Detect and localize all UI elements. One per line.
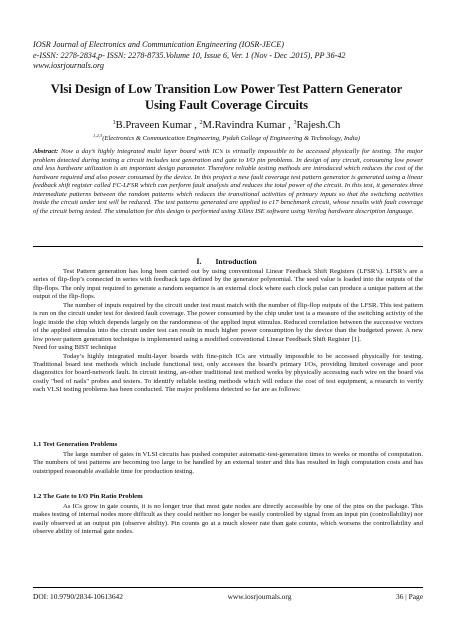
author-2-sup: 2: [199, 120, 203, 126]
abstract-divider: [33, 246, 423, 247]
footer-divider: [33, 587, 423, 588]
author-1: B.Praveen Kumar ,: [115, 120, 200, 131]
author-3-sup: 3: [293, 120, 297, 126]
abstract: [33, 148, 423, 216]
subsection-1-2-paragraph: As ICs grow in gate counts, it is no longer true that most gate nodes are directly accessible by one of the pins on the package. This makes testing of internal nodes more difficult as they could neither no longer be easily controlled by signal from an input pin (controllability) nor easily observed at an output pin (observe ability). Pin counts go at a much slower rate than gate counts, which worsens the controllability and observe ability of internal gate nodes.: [33, 503, 423, 536]
journal-issn: e-ISSN: 2278-2834,p- ISSN: 2278-8735.Volume 10, Issue 6, Ver. 1 (Nov - Dec .2015), PP 36-42: [33, 50, 346, 60]
abstract-text: Now a day’s highly integrated multi layer board with IC’s is virtually impossible to be accessed physically for testing. The major problem detected during testing a circuit includes test generation and gate to I/O pin problems. In design of any circuit, consuming low power and less hardware utilization is an important design parameter. Therefore reliable testing methods are introduced which reduces the cost of the hardware required and also power consumed by the device. In this project a new fault coverage test pattern generator is generated using a linear feedback shift register called FC-LFSR which can perform fault analysis and reduces the total power of the circuit. In this test, it generates three intermediate patterns between the random patterns which reduces the transitional activities of primary inputs so that the switching activities inside the circuit under test will be reduced. The test patterns generated are applied to c17 benchmark circuit, whose results with fault coverage of the circuit being tested. The simulation for this design is performed using Xilinx ISE software using Verilog hardware description language.: [33, 148, 423, 215]
subsection-heading-1-2: 1.2 The Gate to I/O Pin Ratio Problem: [33, 493, 143, 500]
author-1-sup: 1: [112, 120, 116, 126]
footer-page-number: 36 | Page: [396, 592, 423, 601]
footer-doi: DOI: 10.9790/2834-10613642: [33, 592, 123, 601]
subsection-body-1-1: [33, 451, 423, 476]
section-title: Introduction: [215, 257, 257, 266]
subsection-heading-1-1: 1.1 Test Generation Problems: [33, 441, 118, 448]
intro-paragraph-2: The number of inputs required by the circuit under test must match with the number of flip-flop outputs of the LFSR. This test pattern is run on the circuit under test for desired fault coverage. The power consumed by the chip under test is a measure of the switching activity of the logic inside the chip which depends largely on the randomness of the applied input stimulus. Reduced correlation between the successive vectors of the applied stimulus into the circuit under test can result in much higher power consumption by the device than the budgeted power. A new low power pattern generation technique is implemented using a modified conventional Linear Feedback Shift Register [1].: [33, 301, 423, 343]
title-line-1: Vlsi Design of Low Transition Low Power Test Pattern Generator: [50, 82, 403, 96]
affiliation-text: (Electronics & Communication Engineering, Pydah College of Engineering & Technology, India): [102, 135, 360, 142]
subsection-1-1-paragraph: The large number of gates in VLSI circuits has pushed computer automatic-test-generation times to weeks or months of computation. The numbers of test patterns are becoming too large to be handled by an external tester and this has resulted in high computation costs and has outstripped reasonable available time for production testing.: [33, 451, 423, 475]
paper-title: [30, 81, 423, 113]
author-3: Rajesh.Ch: [296, 120, 341, 131]
section-heading-introduction: [30, 257, 423, 266]
footer-website: www.iosrjournals.org: [227, 592, 292, 601]
subsection-body-1-2: [33, 503, 423, 537]
abstract-label: Abstract:: [33, 148, 59, 155]
journal-website: www.iosrjournals.org: [33, 61, 104, 71]
intro-paragraph-4: Today’s highly integrated multi-layer boards with fine-pitch ICs are virtually impossible to be accessed physically for testing. Traditional board test methods which include functional test, only accesses the board's primary I/Os, providing limited coverage and poor diagnostics for board-network fault. In circuit testing, an-other traditional test method works by physically accessing each wire on the board via costly "bed of nails" probes and testers. To identify reliable testing methods which will reduce the cost of test equipment, a research to verify each VLSI testing problems has been conducted. The major problems detected so far are as follows:: [33, 352, 423, 394]
journal-name: IOSR Journal of Electronics and Communication Engineering (IOSR-JECE): [33, 40, 284, 49]
intro-paragraph-3: Need for using BIST technique: [33, 344, 117, 352]
section-number: I.: [196, 257, 202, 266]
page-footer: [33, 592, 423, 601]
introduction-body: [33, 268, 423, 395]
author-2: M.Ravindra Kumar ,: [202, 120, 294, 131]
intro-paragraph-1: Test Pattern generation has long been carried out by using conventional Linear Feedback Shift Registers (LFSR’s). LFSR’s are a series of flip-flop’s connected in series with feedback taps defined by the generator polynomial. The seed value is loaded into the outputs of the flip-flops. The only input required to generate a random sequence is an external clock where each clock pulse can produce a unique pattern at the output of the flip-flops.: [33, 268, 423, 301]
title-line-2: Using Fault Coverage Circuits: [144, 98, 309, 112]
affiliation-sup: 1,2,3: [93, 133, 103, 138]
journal-header: [33, 40, 423, 72]
author-list: [30, 117, 423, 132]
affiliation: [30, 131, 423, 143]
